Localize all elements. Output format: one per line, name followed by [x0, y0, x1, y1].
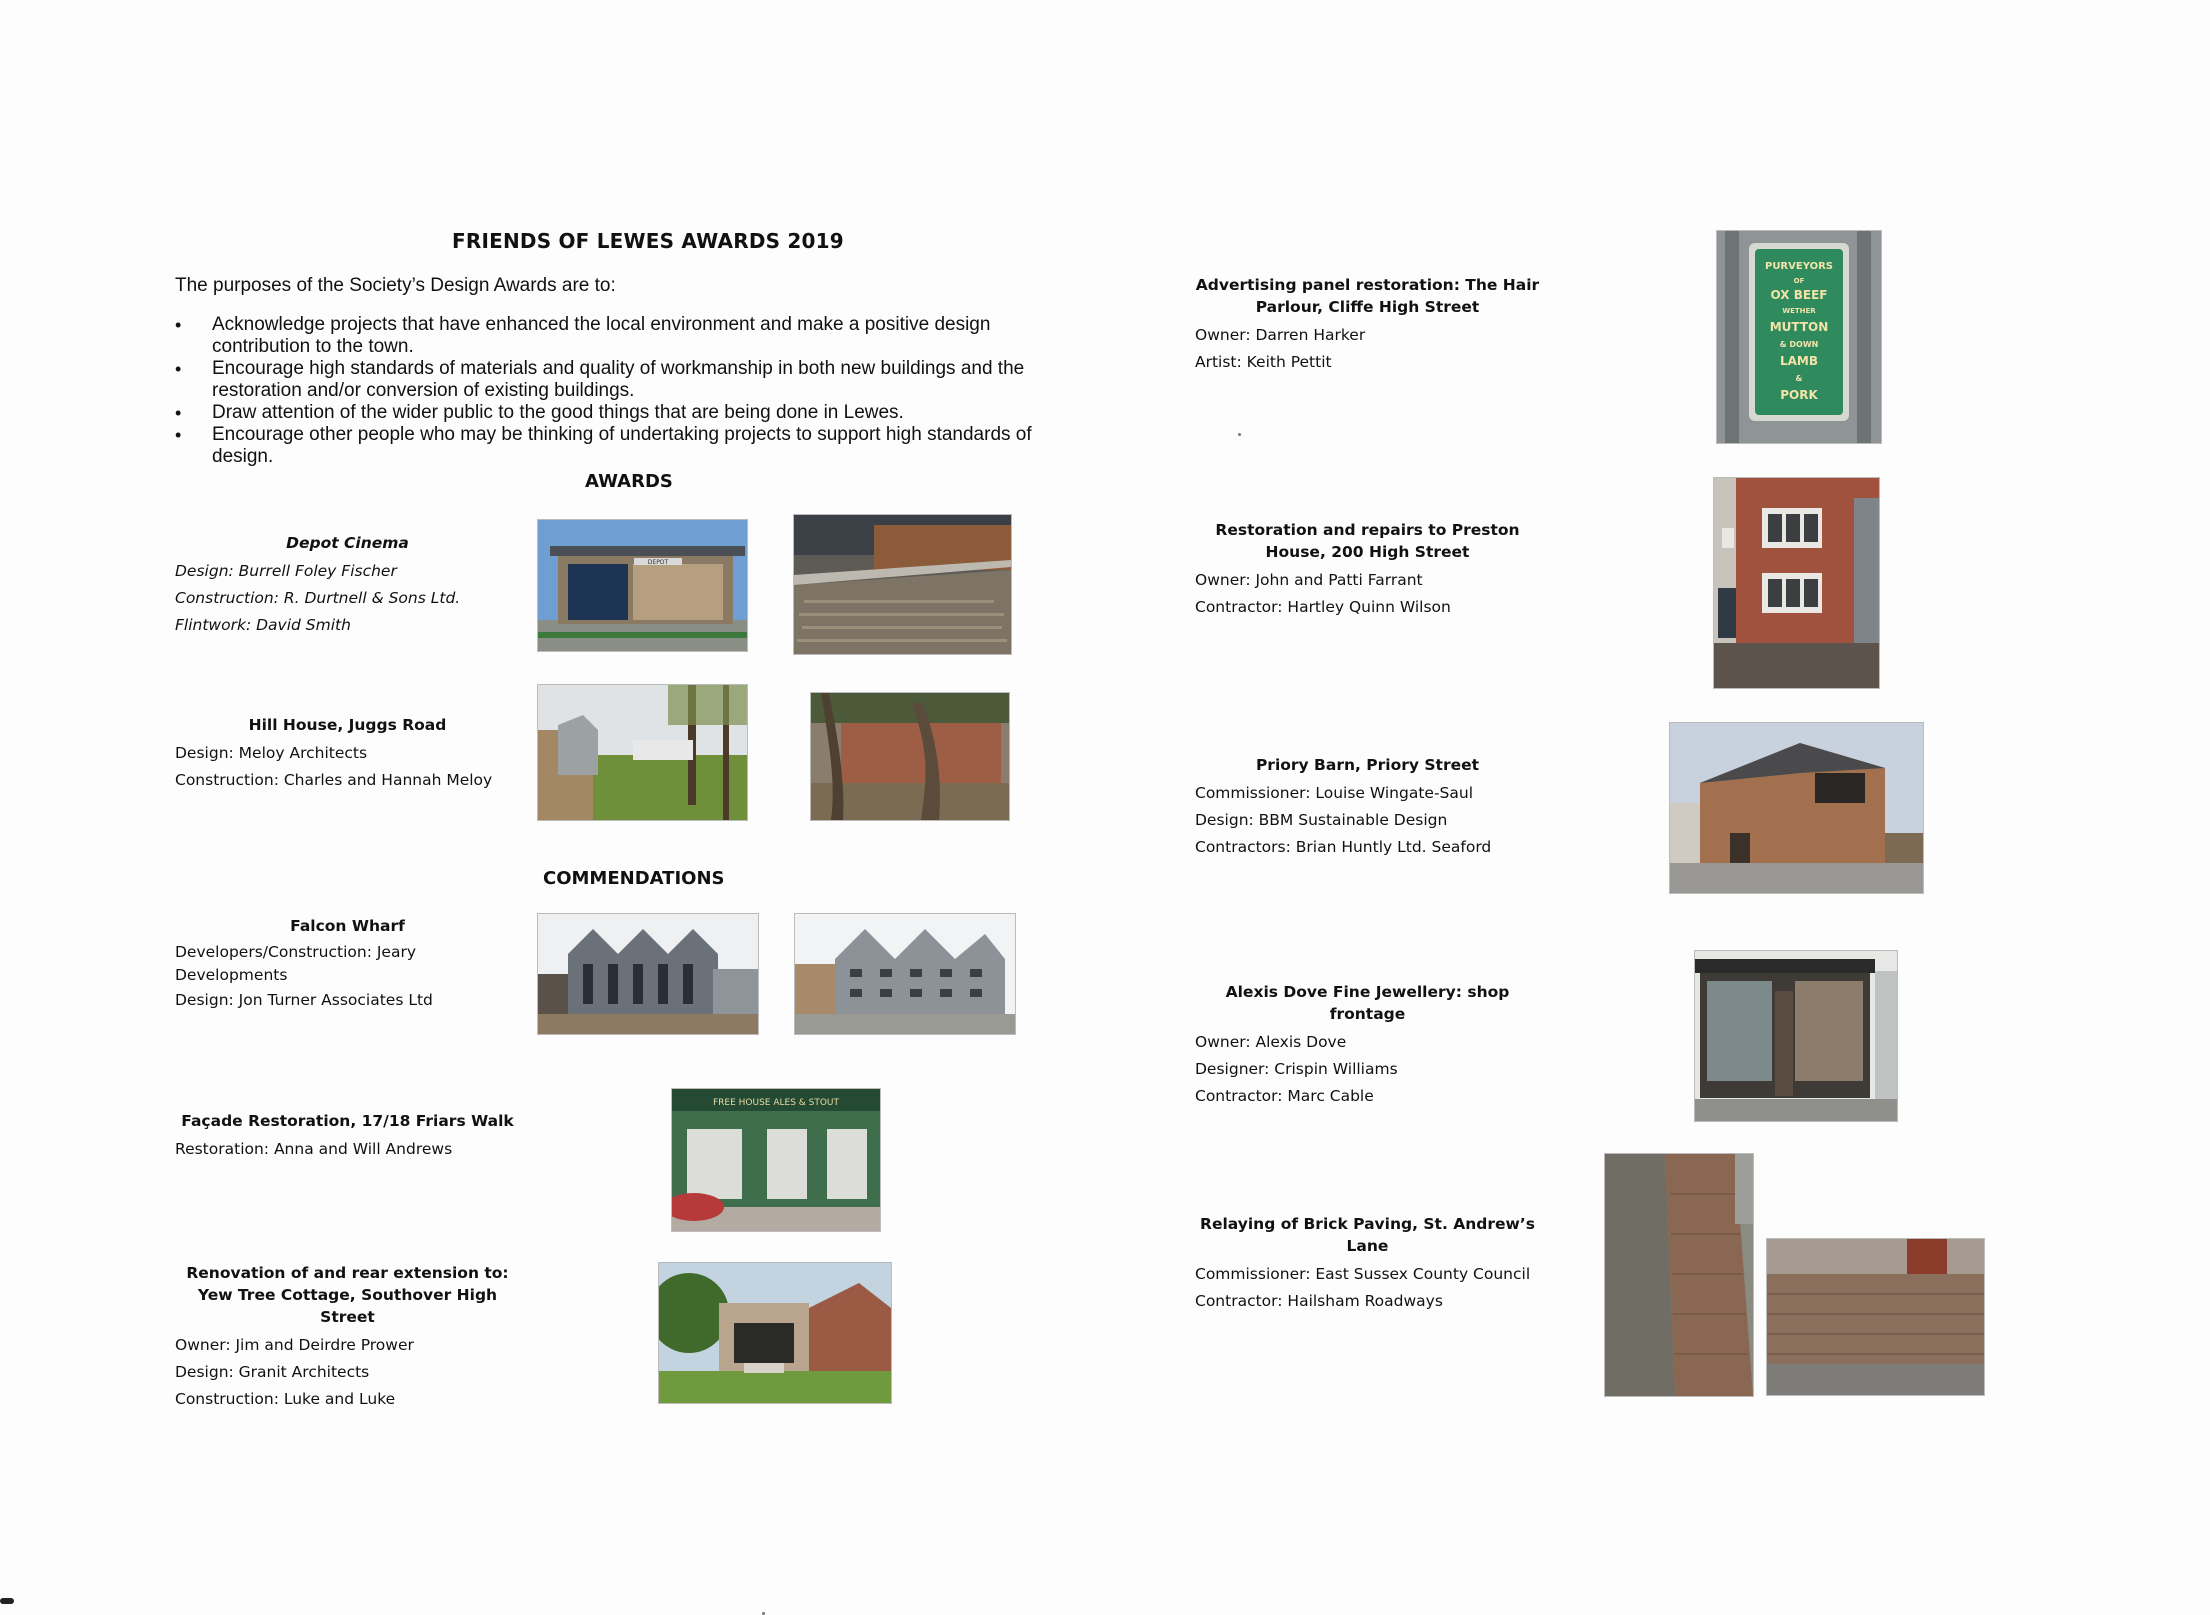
- entry-line: Owner: Darren Harker: [1195, 326, 1366, 344]
- falcon-wharf-photo-2: [794, 913, 1016, 1035]
- entry-line: Flintwork: David Smith: [175, 616, 351, 634]
- entry-advertising-panel: [1195, 274, 1540, 376]
- panel-sign-text: LAMB: [1779, 354, 1819, 368]
- preston-house-photo: [1713, 477, 1880, 689]
- panel-sign-text: &: [1795, 374, 1803, 383]
- entry-preston-house: [1195, 519, 1540, 621]
- entry-line: Construction: Charles and Hannah Meloy: [175, 771, 493, 789]
- entry-line: Artist: Keith Pettit: [1195, 353, 1332, 371]
- panel-sign-text: OX BEEF: [1770, 288, 1828, 302]
- entry-priory-barn: [1195, 754, 1540, 861]
- list-item: • Encourage other people who may be thinking of undertaking projects to support high standards of design.: [175, 424, 1055, 468]
- hill-house-brick-photo: [810, 692, 1010, 821]
- advertising-panel-photo: [1716, 230, 1882, 444]
- panel-sign-text: & DOWN: [1779, 340, 1819, 349]
- entry-line: Contractor: Hartley Quinn Wilson: [1195, 598, 1451, 616]
- entry-title: Façade Restoration, 17/18 Friars Walk: [181, 1112, 514, 1130]
- entry-title: Restoration and repairs to Preston House, 200 High Street: [1215, 521, 1520, 561]
- entry-line: Designer: Crispin Williams: [1195, 1060, 1398, 1078]
- entry-title: Depot Cinema: [286, 534, 409, 552]
- entry-title: Relaying of Brick Paving, St. Andrew’s Lane: [1200, 1215, 1535, 1255]
- entry-line: Developments: [175, 966, 288, 984]
- entry-hill-house: [175, 714, 520, 794]
- facade-restoration-photo: [671, 1088, 881, 1232]
- page-title: FRIENDS OF LEWES AWARDS 2019: [452, 229, 844, 253]
- priory-barn-photo: [1669, 722, 1924, 894]
- entry-yew-tree-cottage: [175, 1262, 520, 1413]
- entry-title: Renovation of and rear extension to: Yew Tree Cottage, Southover High Street: [186, 1264, 509, 1326]
- entry-facade-restoration: [175, 1110, 520, 1163]
- entry-brick-paving: [1195, 1213, 1540, 1315]
- entry-title: Priory Barn, Priory Street: [1255, 756, 1480, 774]
- entry-line: Developers/Construction: Jeary: [175, 943, 417, 961]
- commendations-heading: COMMENDATIONS: [543, 868, 725, 889]
- panel-sign-text: OF: [1793, 277, 1805, 285]
- yew-tree-cottage-photo: [658, 1262, 892, 1404]
- entry-title: Alexis Dove Fine Jewellery: shop frontage: [1225, 983, 1510, 1023]
- entry-alexis-dove: [1195, 981, 1540, 1110]
- entry-title: Advertising panel restoration: The Hair Parlour, Cliffe High Street: [1195, 276, 1540, 316]
- entry-line: Contractor: Hailsham Roadways: [1195, 1292, 1443, 1310]
- facade-sign-text: FREE HOUSE ALES & STOUT: [712, 1098, 840, 1108]
- entry-line: Design: Burrell Foley Fischer: [175, 562, 397, 580]
- entry-depot-cinema: [175, 532, 520, 639]
- depot-sign-text: DEPOT: [647, 559, 669, 566]
- entry-line: Construction: Luke and Luke: [175, 1390, 396, 1408]
- scan-speck: [0, 1598, 14, 1604]
- entry-title: Falcon Wharf: [290, 917, 405, 935]
- entry-line: Owner: Alexis Dove: [1195, 1033, 1347, 1051]
- entry-line: Contractor: Marc Cable: [1195, 1087, 1374, 1105]
- entry-line: Commissioner: East Sussex County Council: [1195, 1265, 1531, 1283]
- entry-line: Restoration: Anna and Will Andrews: [175, 1140, 453, 1158]
- falcon-wharf-photo-1: [537, 913, 759, 1035]
- panel-sign-text: WETHER: [1782, 307, 1816, 315]
- alexis-dove-shop-photo: [1694, 950, 1898, 1122]
- brick-paving-lane-photo: [1604, 1153, 1754, 1397]
- panel-sign-text: PURVEYORS: [1764, 261, 1834, 272]
- entry-line: Design: Jon Turner Associates Ltd: [175, 991, 433, 1009]
- awards-heading: AWARDS: [585, 471, 673, 492]
- hill-house-garden-photo: [537, 684, 748, 821]
- list-item: • Acknowledge projects that have enhanced the local environment and make a positive design contribution to the town.: [175, 314, 1055, 358]
- brick-paving-detail-photo: [1766, 1238, 1985, 1396]
- entry-line: Contractors: Brian Huntly Ltd. Seaford: [1195, 838, 1492, 856]
- list-item: • Draw attention of the wider public to the good things that are being done in Lewes.: [175, 402, 1055, 424]
- entry-line: Design: Meloy Architects: [175, 744, 368, 762]
- entry-title: Hill House, Juggs Road: [248, 716, 447, 734]
- entry-line: Construction: R. Durtnell & Sons Ltd.: [175, 589, 461, 607]
- entry-line: Commissioner: Louise Wingate-Saul: [1195, 784, 1474, 802]
- purposes-list: [175, 314, 1055, 468]
- panel-sign-text: MUTTON: [1769, 320, 1829, 334]
- scan-speck: [1238, 433, 1241, 436]
- entry-falcon-wharf: [175, 915, 520, 1014]
- entry-line: Owner: John and Patti Farrant: [1195, 571, 1423, 589]
- intro-text: The purposes of the Society’s Design Awards are to:: [175, 275, 616, 296]
- depot-cinema-photo: [537, 519, 748, 652]
- list-item: • Encourage high standards of materials and quality of workmanship in both new buildings and the restoration and/or conversion of existing buildings.: [175, 358, 1055, 402]
- depot-flintwork-photo: [793, 514, 1012, 655]
- entry-line: Design: BBM Sustainable Design: [1195, 811, 1448, 829]
- entry-line: Owner: Jim and Deirdre Prower: [175, 1336, 414, 1354]
- panel-sign-text: PORK: [1780, 388, 1818, 402]
- entry-line: Design: Granit Architects: [175, 1363, 370, 1381]
